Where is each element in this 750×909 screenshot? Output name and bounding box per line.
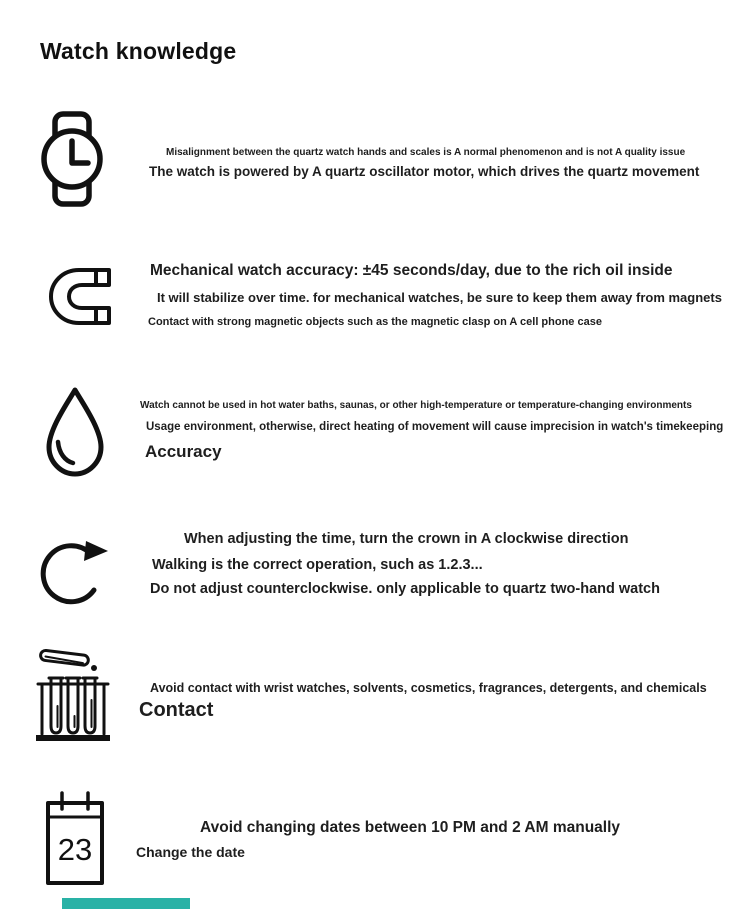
magnet-icon — [47, 265, 113, 328]
bottom-accent-bar — [62, 898, 190, 909]
page-title: Watch knowledge — [40, 38, 237, 64]
crown-note-line: Do not adjust counterclockwise. only applicable to quartz two-hand watch — [150, 581, 660, 597]
water-heading-line: Accuracy — [145, 442, 222, 461]
clockwise-arrow-icon — [40, 527, 110, 609]
date-main-line: Avoid changing dates between 10 PM and 2 AM manually — [200, 819, 621, 836]
water-note-line: Watch cannot be used in hot water baths, saunas, or other high-temperature or temperature-changing environments — [140, 400, 692, 411]
date-sub-line: Change the date — [136, 844, 245, 860]
test-tubes-icon — [36, 648, 110, 743]
chemical-heading-line: Contact — [139, 699, 214, 721]
water-sub-line: Usage environment, otherwise, direct heating of movement will cause imprecision in watch's timekeeping — [146, 421, 724, 433]
crown-main-line: When adjusting the time, turn the crown in A clockwise direction — [184, 531, 629, 547]
chemical-note-line: Avoid contact with wrist watches, solvents, cosmetics, fragrances, detergents, and chemicals — [150, 681, 707, 695]
watch-main-line: The watch is powered by A quartz oscillator motor, which drives the quartz movement — [149, 164, 700, 179]
wristwatch-icon — [39, 111, 105, 207]
magnet-sub-line: It will stabilize over time. for mechanical watches, be sure to keep them away from magnets — [157, 290, 722, 305]
watch-note-line: Misalignment between the quartz watch hands and scales is A normal phenomenon and is not A quality issue — [166, 147, 686, 158]
calendar-icon — [45, 791, 105, 886]
calendar-day: 23 — [57, 832, 93, 867]
magnet-note-line: Contact with strong magnetic objects such as the magnetic clasp on A cell phone case — [148, 316, 602, 328]
magnet-main-line: Mechanical watch accuracy: ±45 seconds/day, due to the rich oil inside — [150, 262, 673, 279]
water-drop-icon — [42, 385, 108, 480]
crown-sub-line: Walking is the correct operation, such as 1.2.3... — [152, 557, 483, 573]
